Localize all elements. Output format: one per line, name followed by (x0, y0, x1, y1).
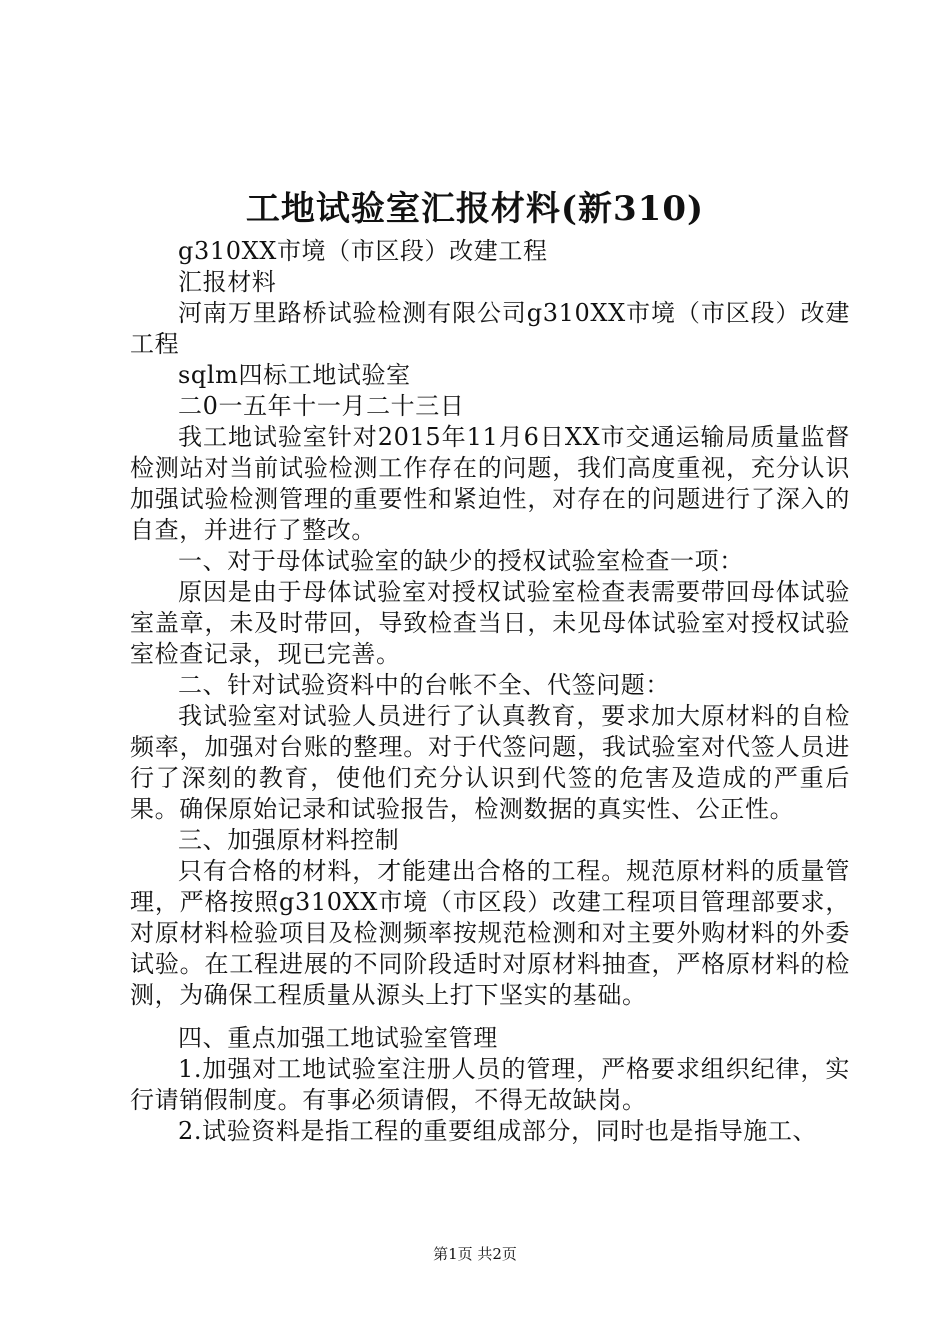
date-line: 二0一五年十一月二十三日 (178, 392, 465, 420)
company-line: 河南万里路桥试验检测有限公司g310XX市境（市区段）改建工程 (130, 299, 850, 358)
report-label-line: 汇报材料 (178, 268, 277, 296)
paragraph-spacer (130, 1011, 850, 1023)
section-2-paragraph: 我试验室对试验人员进行了认真教育，要求加大原材料的自检频率，加强对台账的整理。对于代签问题，我试验室对代签人员进行了深刻的教育，使他们充分认识到代签的危害及造成的严重后果。确保原始记录和试验报告，检测数据的真实性、公正性。 (130, 702, 850, 823)
document-title: 工地试验室汇报材料(新310) (245, 189, 705, 229)
intro-paragraph: 我工地试验室针对2015年11月6日XX市交通运输局质量监督检测站对当前试验检测工作存在的问题，我们高度重视，充分认识加强试验检测管理的重要性和紧迫性，对存在的问题进行了深入的自查，并进行了整改。 (130, 423, 850, 544)
section-4-item-1: 1.加强对工地试验室注册人员的管理，严格要求组织纪律，实行请销假制度。有事必须请假，不得无故缺岗。 (130, 1055, 850, 1114)
section-3-paragraph: 只有合格的材料，才能建出合格的工程。规范原材料的质量管理，严格按照g310XX市境（市区段）改建工程项目管理部要求，对原材料检验项目及检测频率按规范检测和对主要外购材料的外委试验。在工程进展的不同阶段适时对原材料抽查，严格原材料的检测，为确保工程质量从源头上打下坚实的基础。 (130, 857, 850, 1009)
section-4-heading: 四、重点加强工地试验室管理 (178, 1024, 498, 1052)
project-name-line: g310XX市境（市区段）改建工程 (178, 237, 548, 265)
section-1-paragraph: 原因是由于母体试验室对授权试验室检查表需要带回母体试验室盖章，未及时带回，导致检查当日，未见母体试验室对授权试验室检查记录，现已完善。 (130, 578, 850, 668)
document-body (130, 236, 850, 1147)
section-2-heading: 二、针对试验资料中的台帐不全、代签问题： (178, 671, 670, 699)
section-1-heading: 一、对于母体试验室的缺少的授权试验室检查一项： (178, 547, 744, 575)
page-number-footer: 第1页 共2页 (433, 1245, 517, 1263)
section-4-item-2: 2.试验资料是指工程的重要组成部分，同时也是指导施工、 (178, 1117, 818, 1145)
lab-name-line: sqlm四标工地试验室 (178, 361, 411, 389)
section-3-heading: 三、加强原材料控制 (178, 826, 400, 854)
